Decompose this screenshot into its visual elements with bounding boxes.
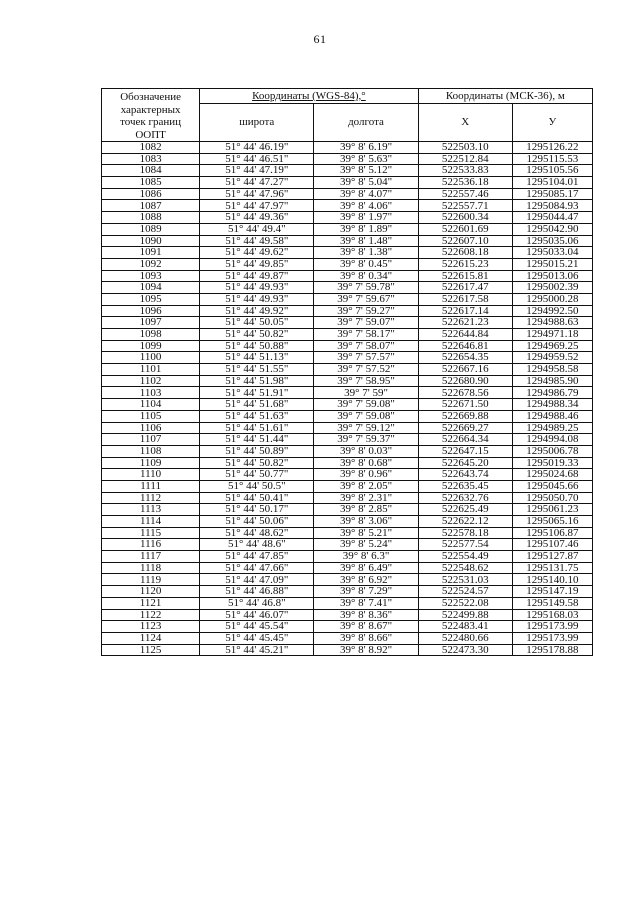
table-row	[102, 422, 593, 434]
point-id-cell: 1122	[102, 609, 200, 621]
x-cell: 522615.81	[418, 270, 512, 282]
longitude-cell: 39° 7' 59.27"	[314, 305, 418, 317]
table-row	[102, 410, 593, 422]
y-cell: 1295131.75	[512, 562, 592, 574]
point-id-cell: 1088	[102, 212, 200, 224]
longitude-cell: 39° 8' 2.85"	[314, 504, 418, 516]
table-row	[102, 188, 593, 200]
x-cell: 522621.23	[418, 317, 512, 329]
longitude-cell: 39° 8' 7.41"	[314, 597, 418, 609]
point-id-cell: 1082	[102, 142, 200, 154]
y-cell: 1295084.93	[512, 200, 592, 212]
header-point-line: точек границ	[120, 116, 182, 128]
point-id-cell: 1090	[102, 235, 200, 247]
longitude-cell: 39° 8' 5.63"	[314, 153, 418, 165]
longitude-cell: 39° 7' 59.67"	[314, 293, 418, 305]
latitude-cell: 51° 44' 45.45"	[200, 632, 314, 644]
point-id-cell: 1123	[102, 621, 200, 633]
table-row	[102, 212, 593, 224]
latitude-cell: 51° 44' 47.27"	[200, 177, 314, 189]
latitude-cell: 51° 44' 50.05"	[200, 317, 314, 329]
table-row	[102, 387, 593, 399]
table-row	[102, 504, 593, 516]
point-id-cell: 1115	[102, 527, 200, 539]
y-cell: 1294958.58	[512, 364, 592, 376]
header-longitude: долгота	[314, 104, 418, 142]
longitude-cell: 39° 8' 5.24"	[314, 539, 418, 551]
x-cell: 522617.14	[418, 305, 512, 317]
y-cell: 1295050.70	[512, 492, 592, 504]
y-cell: 1295002.39	[512, 282, 592, 294]
table-row	[102, 293, 593, 305]
x-cell: 522654.35	[418, 352, 512, 364]
table-row	[102, 340, 593, 352]
y-cell: 1295149.58	[512, 597, 592, 609]
table-row	[102, 539, 593, 551]
header-point-line: ООПТ	[135, 128, 166, 141]
header-wgs-group-label: Координаты (WGS-84),°	[252, 89, 366, 102]
x-cell: 522512.84	[418, 153, 512, 165]
latitude-cell: 51° 44' 51.44"	[200, 434, 314, 446]
y-cell: 1295044.47	[512, 212, 592, 224]
latitude-cell: 51° 44' 49.92"	[200, 305, 314, 317]
y-cell: 1295147.19	[512, 586, 592, 598]
longitude-cell: 39° 8' 1.89"	[314, 223, 418, 235]
table-row	[102, 375, 593, 387]
x-cell: 522578.18	[418, 527, 512, 539]
x-cell: 522647.15	[418, 445, 512, 457]
table-row	[102, 492, 593, 504]
page-number: 61	[313, 32, 327, 46]
x-cell: 522671.50	[418, 399, 512, 411]
latitude-cell: 51° 44' 51.98"	[200, 375, 314, 387]
longitude-cell: 39° 8' 8.66"	[314, 632, 418, 644]
x-cell: 522480.66	[418, 632, 512, 644]
table-row	[102, 352, 593, 364]
x-cell: 522669.27	[418, 422, 512, 434]
x-cell: 522669.88	[418, 410, 512, 422]
point-id-cell: 1087	[102, 200, 200, 212]
header-msk-group: Координаты (МСК-36), м	[418, 89, 592, 104]
y-cell: 1295126.22	[512, 142, 592, 154]
latitude-cell: 51° 44' 47.09"	[200, 574, 314, 586]
point-id-cell: 1091	[102, 247, 200, 259]
point-id-cell: 1084	[102, 165, 200, 177]
x-cell: 522635.45	[418, 480, 512, 492]
x-cell: 522536.18	[418, 177, 512, 189]
x-cell: 522644.84	[418, 329, 512, 341]
table-row	[102, 621, 593, 633]
point-id-cell: 1125	[102, 644, 200, 656]
point-id-cell: 1083	[102, 153, 200, 165]
header-y: У	[512, 104, 592, 142]
x-cell: 522615.23	[418, 258, 512, 270]
latitude-cell: 51° 44' 46.19"	[200, 142, 314, 154]
latitude-cell: 51° 44' 49.58"	[200, 235, 314, 247]
latitude-cell: 51° 44' 50.5"	[200, 480, 314, 492]
x-cell: 522617.47	[418, 282, 512, 294]
y-cell: 1295127.87	[512, 551, 592, 563]
y-cell: 1295019.33	[512, 457, 592, 469]
x-cell: 522607.10	[418, 235, 512, 247]
latitude-cell: 51° 44' 50.41"	[200, 492, 314, 504]
header-latitude: широта	[200, 104, 314, 142]
latitude-cell: 51° 44' 49.93"	[200, 293, 314, 305]
longitude-cell: 39° 8' 4.07"	[314, 188, 418, 200]
table-row	[102, 200, 593, 212]
longitude-cell: 39° 8' 1.48"	[314, 235, 418, 247]
table-row	[102, 223, 593, 235]
table-row	[102, 142, 593, 154]
y-cell: 1294985.90	[512, 375, 592, 387]
y-cell: 1295106.87	[512, 527, 592, 539]
point-id-cell: 1124	[102, 632, 200, 644]
x-cell: 522524.57	[418, 586, 512, 598]
table-row	[102, 317, 593, 329]
y-cell: 1295024.68	[512, 469, 592, 481]
latitude-cell: 51° 44' 50.77"	[200, 469, 314, 481]
point-id-cell: 1110	[102, 469, 200, 481]
table-row	[102, 305, 593, 317]
y-cell: 1295065.16	[512, 516, 592, 528]
x-cell: 522645.20	[418, 457, 512, 469]
point-id-cell: 1085	[102, 177, 200, 189]
point-id-cell: 1093	[102, 270, 200, 282]
table-row	[102, 165, 593, 177]
x-cell: 522557.46	[418, 188, 512, 200]
header-point-designation	[102, 89, 200, 142]
longitude-cell: 39° 7' 59"	[314, 387, 418, 399]
x-cell: 522554.49	[418, 551, 512, 563]
point-id-cell: 1108	[102, 445, 200, 457]
table-row	[102, 364, 593, 376]
latitude-cell: 51° 44' 51.63"	[200, 410, 314, 422]
x-cell: 522680.90	[418, 375, 512, 387]
x-cell: 522622.12	[418, 516, 512, 528]
latitude-cell: 51° 44' 49.4"	[200, 223, 314, 235]
table-row	[102, 270, 593, 282]
table-row	[102, 527, 593, 539]
y-cell: 1295115.53	[512, 153, 592, 165]
point-id-cell: 1119	[102, 574, 200, 586]
longitude-cell: 39° 7' 59.78"	[314, 282, 418, 294]
latitude-cell: 51° 44' 51.13"	[200, 352, 314, 364]
latitude-cell: 51° 44' 49.87"	[200, 270, 314, 282]
x-cell: 522548.62	[418, 562, 512, 574]
latitude-cell: 51° 44' 49.93"	[200, 282, 314, 294]
table-row	[102, 445, 593, 457]
latitude-cell: 51° 44' 47.85"	[200, 551, 314, 563]
y-cell: 1294994.08	[512, 434, 592, 446]
table-row	[102, 574, 593, 586]
x-cell: 522632.76	[418, 492, 512, 504]
table-row	[102, 597, 593, 609]
latitude-cell: 51° 44' 49.36"	[200, 212, 314, 224]
table-row	[102, 457, 593, 469]
y-cell: 1295042.90	[512, 223, 592, 235]
table-body	[102, 142, 593, 656]
point-id-cell: 1116	[102, 539, 200, 551]
x-cell: 522608.18	[418, 247, 512, 259]
table-row	[102, 469, 593, 481]
header-point-line: Обозначение	[120, 91, 181, 103]
latitude-cell: 51° 44' 50.17"	[200, 504, 314, 516]
longitude-cell: 39° 7' 58.07"	[314, 340, 418, 352]
longitude-cell: 39° 8' 1.97"	[314, 212, 418, 224]
longitude-cell: 39° 7' 59.08"	[314, 410, 418, 422]
latitude-cell: 51° 44' 51.91"	[200, 387, 314, 399]
y-cell: 1295015.21	[512, 258, 592, 270]
y-cell: 1295000.28	[512, 293, 592, 305]
latitude-cell: 51° 44' 51.68"	[200, 399, 314, 411]
point-id-cell: 1111	[102, 480, 200, 492]
latitude-cell: 51° 44' 46.88"	[200, 586, 314, 598]
longitude-cell: 39° 8' 6.3"	[314, 551, 418, 563]
y-cell: 1294988.63	[512, 317, 592, 329]
longitude-cell: 39° 8' 0.68"	[314, 457, 418, 469]
table-row	[102, 586, 593, 598]
longitude-cell: 39° 8' 0.03"	[314, 445, 418, 457]
x-cell: 522643.74	[418, 469, 512, 481]
y-cell: 1295061.23	[512, 504, 592, 516]
latitude-cell: 51° 44' 46.51"	[200, 153, 314, 165]
y-cell: 1295105.56	[512, 165, 592, 177]
table-row	[102, 434, 593, 446]
latitude-cell: 51° 44' 50.88"	[200, 340, 314, 352]
longitude-cell: 39° 7' 59.08"	[314, 399, 418, 411]
y-cell: 1295085.17	[512, 188, 592, 200]
x-cell: 522601.69	[418, 223, 512, 235]
y-cell: 1295168.03	[512, 609, 592, 621]
longitude-cell: 39° 8' 5.21"	[314, 527, 418, 539]
point-id-cell: 1107	[102, 434, 200, 446]
longitude-cell: 39° 7' 59.12"	[314, 422, 418, 434]
x-cell: 522533.83	[418, 165, 512, 177]
longitude-cell: 39° 8' 8.67"	[314, 621, 418, 633]
point-id-cell: 1118	[102, 562, 200, 574]
latitude-cell: 51° 44' 50.82"	[200, 329, 314, 341]
y-cell: 1294992.50	[512, 305, 592, 317]
point-id-cell: 1096	[102, 305, 200, 317]
longitude-cell: 39° 8' 5.12"	[314, 165, 418, 177]
latitude-cell: 51° 44' 48.6"	[200, 539, 314, 551]
header-x: X	[418, 104, 512, 142]
table-row	[102, 247, 593, 259]
x-cell: 522667.16	[418, 364, 512, 376]
table-row	[102, 177, 593, 189]
header-wgs-group	[200, 89, 418, 104]
x-cell: 522646.81	[418, 340, 512, 352]
point-id-cell: 1121	[102, 597, 200, 609]
y-cell: 1295107.46	[512, 539, 592, 551]
x-cell: 522577.54	[418, 539, 512, 551]
x-cell: 522522.08	[418, 597, 512, 609]
table-header	[102, 89, 593, 142]
point-id-cell: 1109	[102, 457, 200, 469]
point-id-cell: 1117	[102, 551, 200, 563]
longitude-cell: 39° 7' 57.57"	[314, 352, 418, 364]
y-cell: 1295104.01	[512, 177, 592, 189]
point-id-cell: 1099	[102, 340, 200, 352]
point-id-cell: 1120	[102, 586, 200, 598]
x-cell: 522473.30	[418, 644, 512, 656]
latitude-cell: 51° 44' 46.8"	[200, 597, 314, 609]
table-row	[102, 235, 593, 247]
x-cell: 522503.10	[418, 142, 512, 154]
longitude-cell: 39° 8' 6.49"	[314, 562, 418, 574]
point-id-cell: 1114	[102, 516, 200, 528]
y-cell: 1294988.46	[512, 410, 592, 422]
latitude-cell: 51° 44' 51.55"	[200, 364, 314, 376]
point-id-cell: 1094	[102, 282, 200, 294]
coordinates-table	[101, 88, 593, 656]
latitude-cell: 51° 44' 47.97"	[200, 200, 314, 212]
y-cell: 1295033.04	[512, 247, 592, 259]
latitude-cell: 51° 44' 47.19"	[200, 165, 314, 177]
latitude-cell: 51° 44' 45.54"	[200, 621, 314, 633]
point-id-cell: 1112	[102, 492, 200, 504]
longitude-cell: 39° 8' 6.92"	[314, 574, 418, 586]
x-cell: 522531.03	[418, 574, 512, 586]
table-row	[102, 609, 593, 621]
longitude-cell: 39° 8' 2.05"	[314, 480, 418, 492]
latitude-cell: 51° 44' 45.21"	[200, 644, 314, 656]
table-row	[102, 329, 593, 341]
longitude-cell: 39° 8' 7.29"	[314, 586, 418, 598]
point-id-cell: 1101	[102, 364, 200, 376]
point-id-cell: 1105	[102, 410, 200, 422]
longitude-cell: 39° 7' 58.17"	[314, 329, 418, 341]
y-cell: 1295140.10	[512, 574, 592, 586]
point-id-cell: 1104	[102, 399, 200, 411]
point-id-cell: 1106	[102, 422, 200, 434]
latitude-cell: 51° 44' 47.66"	[200, 562, 314, 574]
point-id-cell: 1102	[102, 375, 200, 387]
table-row	[102, 282, 593, 294]
longitude-cell: 39° 8' 8.92"	[314, 644, 418, 656]
latitude-cell: 51° 44' 50.06"	[200, 516, 314, 528]
point-id-cell: 1089	[102, 223, 200, 235]
table-row	[102, 516, 593, 528]
x-cell: 522617.58	[418, 293, 512, 305]
x-cell: 522483.41	[418, 621, 512, 633]
x-cell: 522625.49	[418, 504, 512, 516]
point-id-cell: 1098	[102, 329, 200, 341]
y-cell: 1295006.78	[512, 445, 592, 457]
table-row	[102, 399, 593, 411]
longitude-cell: 39° 8' 6.19"	[314, 142, 418, 154]
longitude-cell: 39° 7' 58.95"	[314, 375, 418, 387]
y-cell: 1295178.88	[512, 644, 592, 656]
latitude-cell: 51° 44' 50.82"	[200, 457, 314, 469]
y-cell: 1295173.99	[512, 621, 592, 633]
longitude-cell: 39° 8' 3.06"	[314, 516, 418, 528]
y-cell: 1294971.18	[512, 329, 592, 341]
longitude-cell: 39° 8' 0.34"	[314, 270, 418, 282]
point-id-cell: 1113	[102, 504, 200, 516]
x-cell: 522664.34	[418, 434, 512, 446]
latitude-cell: 51° 44' 51.61"	[200, 422, 314, 434]
y-cell: 1295045.66	[512, 480, 592, 492]
latitude-cell: 51° 44' 46.07"	[200, 609, 314, 621]
latitude-cell: 51° 44' 49.62"	[200, 247, 314, 259]
x-cell: 522678.56	[418, 387, 512, 399]
x-cell: 522600.34	[418, 212, 512, 224]
point-id-cell: 1103	[102, 387, 200, 399]
y-cell: 1295173.99	[512, 632, 592, 644]
point-id-cell: 1097	[102, 317, 200, 329]
y-cell: 1294989.25	[512, 422, 592, 434]
table-row	[102, 480, 593, 492]
longitude-cell: 39° 8' 2.31"	[314, 492, 418, 504]
latitude-cell: 51° 44' 47.96"	[200, 188, 314, 200]
table-row	[102, 562, 593, 574]
longitude-cell: 39° 7' 57.52"	[314, 364, 418, 376]
x-cell: 522499.88	[418, 609, 512, 621]
y-cell: 1295035.06	[512, 235, 592, 247]
header-point-line: характерных	[120, 103, 181, 116]
longitude-cell: 39° 8' 1.38"	[314, 247, 418, 259]
longitude-cell: 39° 8' 8.36"	[314, 609, 418, 621]
longitude-cell: 39° 8' 0.45"	[314, 258, 418, 270]
table-row	[102, 644, 593, 656]
longitude-cell: 39° 7' 59.07"	[314, 317, 418, 329]
table-row	[102, 153, 593, 165]
y-cell: 1295013.06	[512, 270, 592, 282]
table-row	[102, 258, 593, 270]
x-cell: 522557.71	[418, 200, 512, 212]
longitude-cell: 39° 8' 5.04"	[314, 177, 418, 189]
latitude-cell: 51° 44' 50.89"	[200, 445, 314, 457]
longitude-cell: 39° 8' 4.06"	[314, 200, 418, 212]
point-id-cell: 1086	[102, 188, 200, 200]
y-cell: 1294988.34	[512, 399, 592, 411]
y-cell: 1294959.52	[512, 352, 592, 364]
y-cell: 1294969.25	[512, 340, 592, 352]
y-cell: 1294986.79	[512, 387, 592, 399]
latitude-cell: 51° 44' 48.62"	[200, 527, 314, 539]
point-id-cell: 1100	[102, 352, 200, 364]
point-id-cell: 1092	[102, 258, 200, 270]
latitude-cell: 51° 44' 49.85"	[200, 258, 314, 270]
table-row	[102, 632, 593, 644]
longitude-cell: 39° 7' 59.37"	[314, 434, 418, 446]
longitude-cell: 39° 8' 0.96"	[314, 469, 418, 481]
table-row	[102, 551, 593, 563]
point-id-cell: 1095	[102, 293, 200, 305]
